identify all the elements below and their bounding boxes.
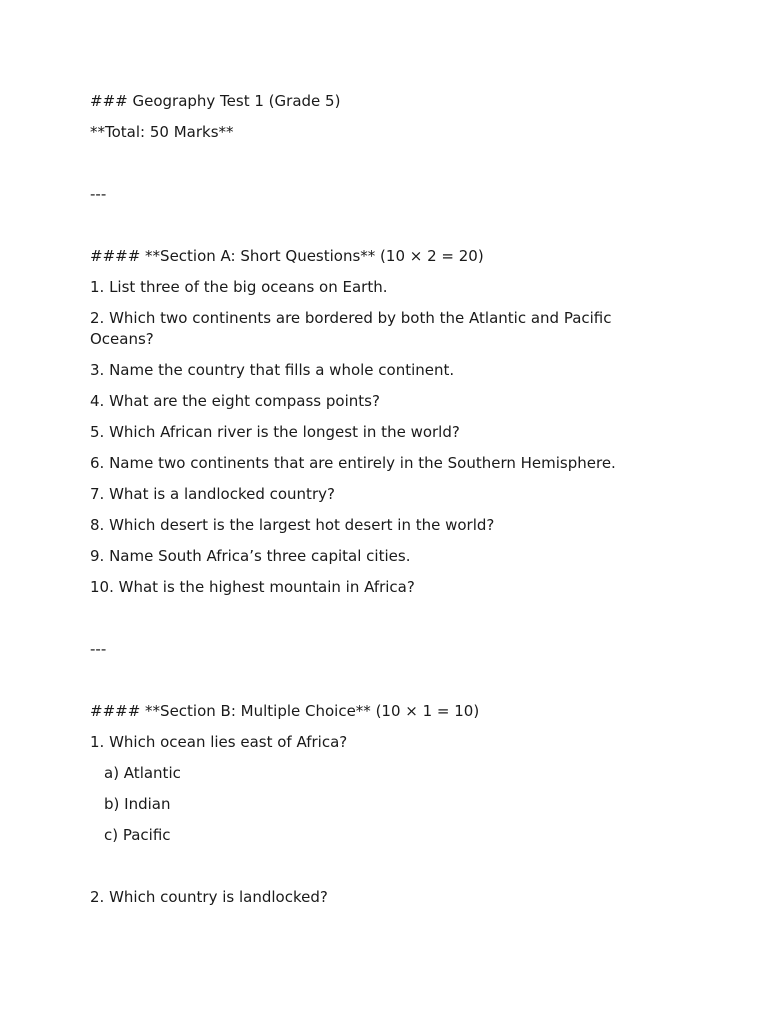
question-a-5: 5. Which African river is the longest in the world? xyxy=(90,423,460,441)
question-a-3: 3. Name the country that fills a whole continent. xyxy=(90,361,455,379)
section-a-heading: #### **Section A: Short Questions** (10 × 2 = 20) xyxy=(90,247,484,265)
question-a-6: 6. Name two continents that are entirely in the Southern Hemisphere. xyxy=(90,454,616,472)
divider: --- xyxy=(90,640,107,658)
question-a-7: 7. What is a landlocked country? xyxy=(90,485,335,503)
total-marks: **Total: 50 Marks** xyxy=(90,123,234,141)
question-b-2: 2. Which country is landlocked? xyxy=(90,888,328,906)
document-title: ### Geography Test 1 (Grade 5) xyxy=(90,92,341,110)
option-b-1-b: b) Indian xyxy=(104,795,171,813)
option-b-1-c: c) Pacific xyxy=(104,826,171,844)
question-a-1: 1. List three of the big oceans on Earth. xyxy=(90,278,388,296)
option-b-1-a: a) Atlantic xyxy=(104,764,181,782)
section-b-heading: #### **Section B: Multiple Choice** (10 × 1 = 10) xyxy=(90,702,480,720)
question-a-9: 9. Name South Africa’s three capital cities. xyxy=(90,547,411,565)
question-a-10: 10. What is the highest mountain in Africa? xyxy=(90,578,415,596)
question-a-8: 8. Which desert is the largest hot desert in the world? xyxy=(90,516,495,534)
question-b-1: 1. Which ocean lies east of Africa? xyxy=(90,733,348,751)
question-a-2: 2. Which two continents are bordered by both the Atlantic and Pacific Oceans? xyxy=(90,309,617,348)
divider: --- xyxy=(90,185,107,203)
question-a-4: 4. What are the eight compass points? xyxy=(90,392,380,410)
